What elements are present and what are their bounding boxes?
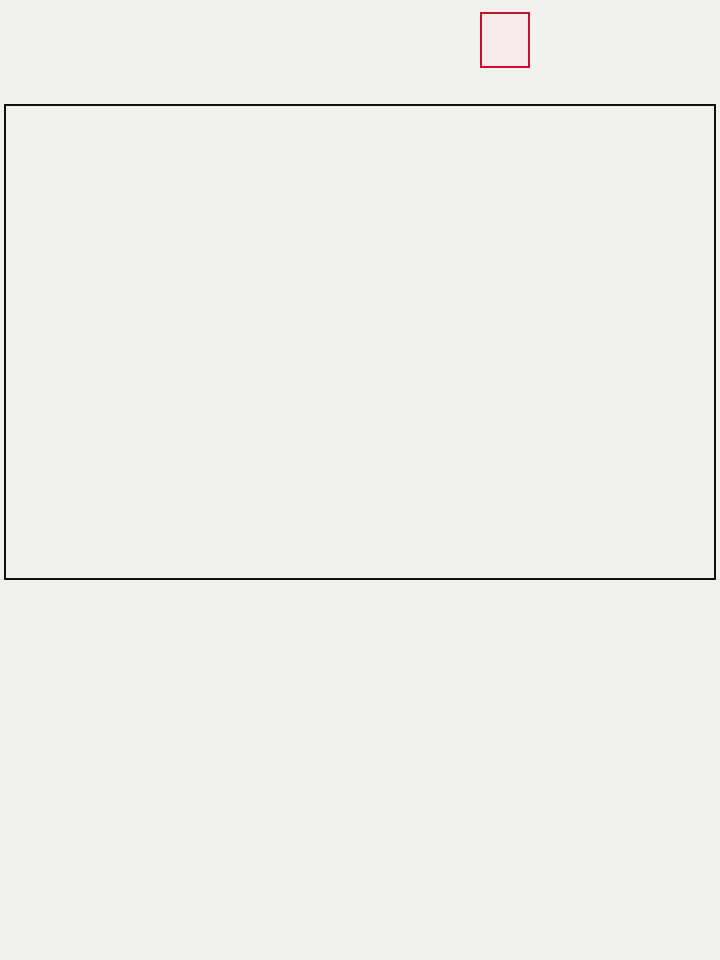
yearly-table [4,590,716,952]
header [12,8,16,24]
red-seal-stamp [480,12,530,68]
pillars-grid [4,104,716,580]
